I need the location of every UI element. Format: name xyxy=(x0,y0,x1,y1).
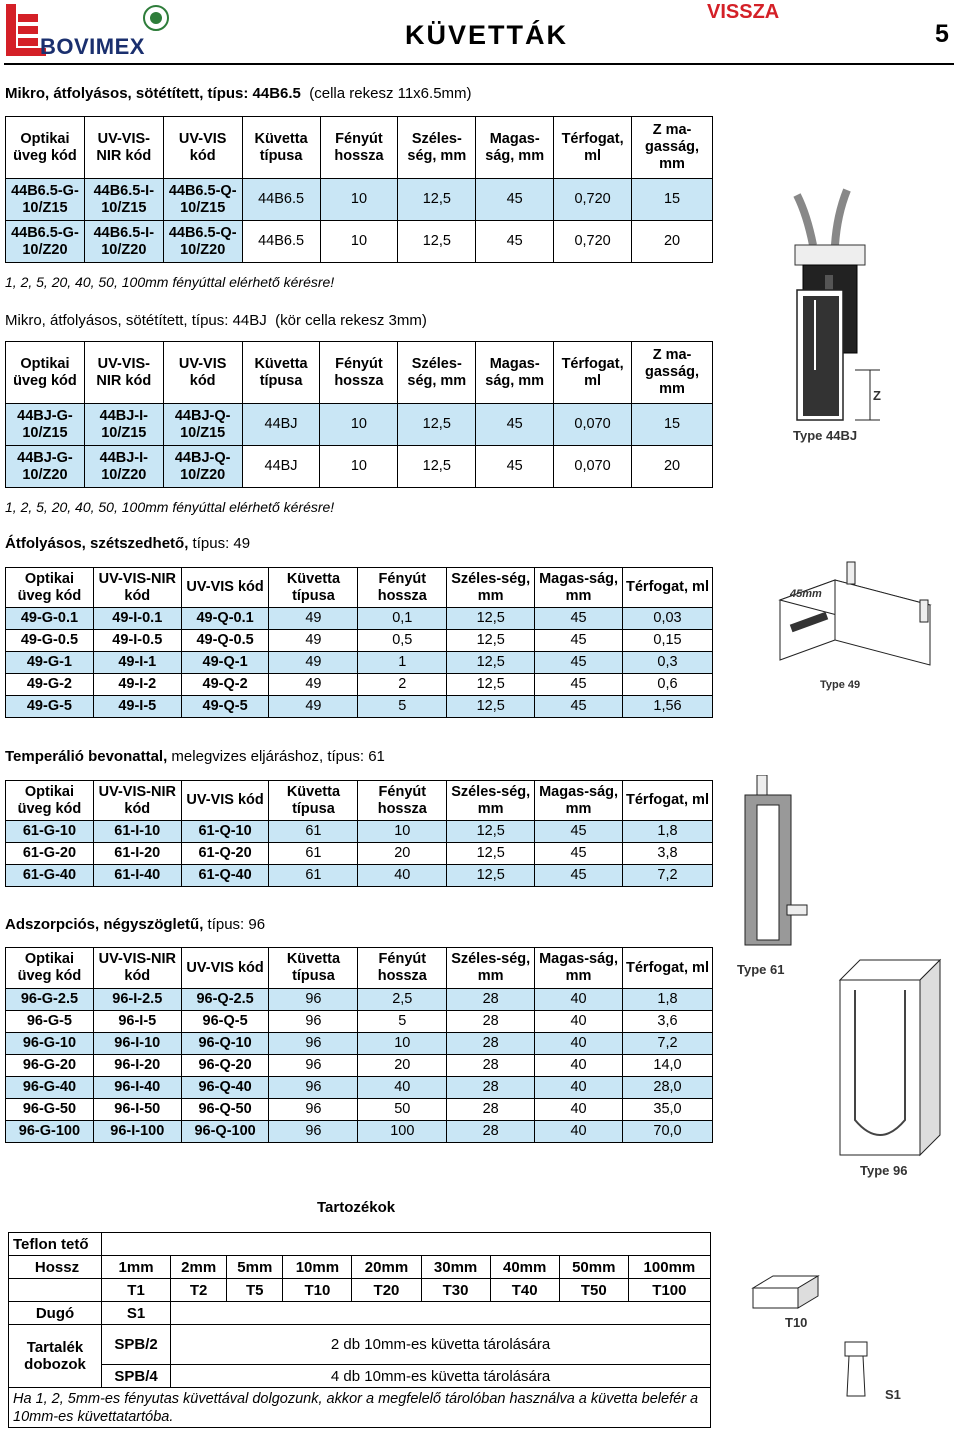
type-49-label: Type 49 xyxy=(820,679,861,691)
col-uvvis: UV-VIS kód xyxy=(163,117,242,179)
section-49-title: Átfolyásos, szétszedhető, típus: 49 xyxy=(5,535,251,552)
table-row xyxy=(6,674,713,696)
table-cell: 96-I-50 xyxy=(93,1099,181,1121)
t10-label: T10 xyxy=(785,1315,808,1330)
table-cell: 49-G-0.1 xyxy=(6,608,94,630)
type-61-label: Type 61 xyxy=(737,962,785,977)
table-cell: 49 xyxy=(269,652,358,674)
accessories-title: Tartozékok xyxy=(317,1199,396,1216)
table-cell: 61 xyxy=(269,843,358,865)
table-cell: 40 xyxy=(358,865,447,887)
section-44bj-title: Mikro, átfolyásos, sötétített, típus: 44BJ (kör cella rekesz 3mm) xyxy=(5,312,427,329)
table-cell: 49-I-0.1 xyxy=(93,608,181,630)
table-cell: 61-I-40 xyxy=(93,865,181,887)
table-cell: 96 xyxy=(269,1121,358,1143)
table-cell: 7,2 xyxy=(623,1033,713,1055)
table-cell: 12,5 xyxy=(447,652,535,674)
table-49: Optikai üveg kód UV-VIS-NIR kód UV-VIS kód Küvetta típusa Fényút hossza Széles-ség, mm Magas-ság, mm Térfogat, ml 49-G-0.1 49-I-0.1 49-Q-0.1 49 0,1 12,5 45 0,03 49-G-0.5 49-I-0.5 49-Q-0.5 49 0,5 12,5 45 0,15 49-G-1 49-I-1 49-Q-1 49 1 12,5 45 0,3 49-G-2 49-I-2 49-Q-2 49 2 12,5 45 0,6 49-G-5 49-I-5 49-Q-5 49 5 12,5 45 1,56 xyxy=(5,567,713,718)
table-cell: 40 xyxy=(535,1121,623,1143)
back-link[interactable]: VISSZA xyxy=(707,1,780,23)
table-cell: 96-Q-20 xyxy=(181,1055,269,1077)
table-cell: 1,8 xyxy=(623,821,713,843)
table-cell: 96-I-5 xyxy=(93,1011,181,1033)
table-cell: 45 xyxy=(535,652,623,674)
table-cell: 3,8 xyxy=(623,843,713,865)
table-cell: 0,6 xyxy=(623,674,713,696)
col-nir: UV-VIS-NIR kód xyxy=(84,117,163,179)
table-cell: 49-I-0.5 xyxy=(93,630,181,652)
table-cell: 50 xyxy=(358,1099,447,1121)
table-row xyxy=(6,1033,713,1055)
table-cell: 40 xyxy=(535,1055,623,1077)
table-cell: 1,56 xyxy=(623,696,713,718)
table-cell: 96-G-50 xyxy=(6,1099,94,1121)
table-96: Optikai üveg kód UV-VIS-NIR kód UV-VIS kód Küvetta típusa Fényút hossza Széles-ség, mm Magas-ság, mm Térfogat, ml 96-G-2.5 96-I-2.5 96-Q-2.5 96 2,5 28 40 1,8 96-G-5 96-I-5 96-Q-5 96 5 28 40 3,6 96-G-10 96-I-10 96-Q-10 96 10 28 40 7,2 96-G-20 96-I-20 96-Q-20 96 20 28 40 14,0 96-G-40 96-I-40 96-Q-40 96 40 28 40 28,0 96-G-50 96-I-50 96-Q-50 96 50 28 40 35,0 96-G-100 96-I-100 96-Q-100 96 100 28 40 70,0 xyxy=(5,947,713,1143)
table-cell: 61 xyxy=(269,821,358,843)
table-cell: 40 xyxy=(535,1099,623,1121)
table-cell: 12,5 xyxy=(447,865,535,887)
table-cell: 49 xyxy=(269,674,358,696)
table-cell: 40 xyxy=(535,1077,623,1099)
table-cell: 0,3 xyxy=(623,652,713,674)
table-cell: 49 xyxy=(269,630,358,652)
table-cell: 28,0 xyxy=(623,1077,713,1099)
table-cell: 96 xyxy=(269,1033,358,1055)
table-cell: 61 xyxy=(269,865,358,887)
table-cell: 1,8 xyxy=(623,989,713,1011)
table-cell: 28 xyxy=(447,1121,535,1143)
table-cell: 49-I-2 xyxy=(93,674,181,696)
table-cell: 28 xyxy=(447,1033,535,1055)
table-row xyxy=(6,1077,713,1099)
table-cell: 96-G-5 xyxy=(6,1011,94,1033)
table-row xyxy=(6,821,713,843)
table-cell: 10 xyxy=(358,1033,447,1055)
table-cell: 7,2 xyxy=(623,865,713,887)
table-row xyxy=(6,608,713,630)
table-cell: 96-G-100 xyxy=(6,1121,94,1143)
table-cell: 49 xyxy=(269,696,358,718)
table-cell: 0,03 xyxy=(623,608,713,630)
table-cell: 28 xyxy=(447,1055,535,1077)
table-cell: 12,5 xyxy=(447,608,535,630)
table-cell: 2 xyxy=(358,674,447,696)
table-row xyxy=(6,1099,713,1121)
table-row xyxy=(6,696,713,718)
table-cell: 96 xyxy=(269,989,358,1011)
table-cell: 61-Q-20 xyxy=(181,843,269,865)
table-row xyxy=(6,652,713,674)
cuvette-96-illustration xyxy=(830,950,958,1160)
table-row xyxy=(6,865,713,887)
table-cell: 40 xyxy=(535,989,623,1011)
table-cell: 96-I-20 xyxy=(93,1055,181,1077)
table-cell: 0,5 xyxy=(358,630,447,652)
table-row xyxy=(6,1055,713,1077)
table-cell: 96 xyxy=(269,1099,358,1121)
table-row: 44BJ-G-10/Z20 44BJ-I-10/Z20 44BJ-Q-10/Z20 44BJ 10 12,5 45 0,070 20 xyxy=(6,446,713,488)
table-cell: 3,6 xyxy=(623,1011,713,1033)
table-cell: 28 xyxy=(447,989,535,1011)
table-cell: 96-Q-40 xyxy=(181,1077,269,1099)
table-cell: 5 xyxy=(358,1011,447,1033)
table-cell: 49-Q-2 xyxy=(181,674,269,696)
table-cell: 45 xyxy=(535,865,623,887)
table-cell: 49-I-1 xyxy=(93,652,181,674)
table-cell: 61-I-10 xyxy=(93,821,181,843)
table-cell: 49-Q-1 xyxy=(181,652,269,674)
col-tipus: Küvetta típusa xyxy=(242,117,320,179)
brand-name: BOVIMEX xyxy=(40,34,145,59)
table-cell: 96-G-40 xyxy=(6,1077,94,1099)
table-cell: 1 xyxy=(358,652,447,674)
stopper-illustration xyxy=(835,1340,880,1400)
table-cell: 35,0 xyxy=(623,1099,713,1121)
accessories-footnote: Ha 1, 2, 5mm-es fényutas küvettával dolgozunk, akkor a megfelelő tárolóban használva a küvetta belefér a 10mm-es küvettatartóba. xyxy=(9,1388,711,1428)
table-cell: 70,0 xyxy=(623,1121,713,1143)
cuvette-49-illustration xyxy=(760,560,958,680)
table-cell: 96-I-10 xyxy=(93,1033,181,1055)
table-cell: 49-G-5 xyxy=(6,696,94,718)
table-cell: 61-G-40 xyxy=(6,865,94,887)
table-cell: 96-G-10 xyxy=(6,1033,94,1055)
table-cell: 14,0 xyxy=(623,1055,713,1077)
table-cell: 2,5 xyxy=(358,989,447,1011)
table-cell: 96-I-40 xyxy=(93,1077,181,1099)
table-cell: 49-Q-0.5 xyxy=(181,630,269,652)
table-cell: 0,1 xyxy=(358,608,447,630)
table-cell: 96-Q-2.5 xyxy=(181,989,269,1011)
table-cell: 49-I-5 xyxy=(93,696,181,718)
table-cell: 96-Q-10 xyxy=(181,1033,269,1055)
table-cell: 49-Q-5 xyxy=(181,696,269,718)
table-cell: 12,5 xyxy=(447,843,535,865)
table-cell: 96-G-2.5 xyxy=(6,989,94,1011)
teflon-cap-illustration xyxy=(748,1268,828,1318)
table-cell: 20 xyxy=(358,1055,447,1077)
cuvette-61-illustration xyxy=(735,775,815,960)
cuvette-44bj-illustration xyxy=(785,270,895,450)
table-cell: 96 xyxy=(269,1077,358,1099)
table-cell: 45 xyxy=(535,608,623,630)
col-z: Z ma-gasság, mm xyxy=(632,117,713,179)
page-title: KÜVETTÁK xyxy=(405,20,568,50)
table-cell: 49-G-0.5 xyxy=(6,630,94,652)
table-cell: 45 xyxy=(535,630,623,652)
header-divider xyxy=(4,63,954,65)
table-row xyxy=(6,630,713,652)
section-44b65-title: Mikro, átfolyásos, sötétített, típus: 44B6.5 (cella rekesz 11x6.5mm) xyxy=(5,85,472,102)
table-cell: 45 xyxy=(535,696,623,718)
table-cell: 49-G-2 xyxy=(6,674,94,696)
table-cell: 100 xyxy=(358,1121,447,1143)
table-row: 44B6.5-G-10/Z20 44B6.5-I-10/Z20 44B6.5-Q-10/Z20 44B6.5 10 12,5 45 0,720 20 xyxy=(6,221,713,263)
z-dimension-label: Z xyxy=(873,388,881,403)
s1-label: S1 xyxy=(885,1387,901,1402)
table-cell: 96-Q-5 xyxy=(181,1011,269,1033)
table-row xyxy=(6,1121,713,1143)
col-terf: Térfogat, ml xyxy=(554,117,632,179)
table-cell: 96 xyxy=(269,1011,358,1033)
dimension-label: 45mm xyxy=(790,588,822,600)
table-cell: 40 xyxy=(358,1077,447,1099)
table-cell: 0,15 xyxy=(623,630,713,652)
type-44bj-label: Type 44BJ xyxy=(793,428,858,443)
table-cell: 61-G-10 xyxy=(6,821,94,843)
col-optikai: Optikai üveg kód xyxy=(6,117,85,179)
table-row xyxy=(6,989,713,1011)
table-cell: 96-Q-100 xyxy=(181,1121,269,1143)
table-cell: 28 xyxy=(447,1011,535,1033)
table-cell: 40 xyxy=(535,1011,623,1033)
table-cell: 45 xyxy=(535,821,623,843)
table-cell: 96-I-2.5 xyxy=(93,989,181,1011)
table-cell: 61-G-20 xyxy=(6,843,94,865)
page-header xyxy=(0,0,960,66)
table-cell: 12,5 xyxy=(447,630,535,652)
table-61: Optikai üveg kód UV-VIS-NIR kód UV-VIS kód Küvetta típusa Fényút hossza Széles-ség, mm Magas-ság, mm Térfogat, ml 61-G-10 61-I-10 61-Q-10 61 10 12,5 45 1,8 61-G-20 61-I-20 61-Q-20 61 20 12,5 45 3,8 61-G-40 61-I-40 61-Q-40 61 40 12,5 45 7,2 xyxy=(5,780,713,887)
table-cell: 28 xyxy=(447,1077,535,1099)
col-szel: Széles-ség, mm xyxy=(398,117,476,179)
table-row: 44BJ-G-10/Z15 44BJ-I-10/Z15 44BJ-Q-10/Z15 44BJ 10 12,5 45 0,070 15 xyxy=(6,404,713,446)
table-cell: 20 xyxy=(358,843,447,865)
table-cell: 10 xyxy=(358,821,447,843)
table-cell: 49-Q-0.1 xyxy=(181,608,269,630)
table-cell: 45 xyxy=(535,843,623,865)
table-cell: 12,5 xyxy=(447,821,535,843)
table-cell: 45 xyxy=(535,674,623,696)
table-cell: 96-Q-50 xyxy=(181,1099,269,1121)
availability-note: 1, 2, 5, 20, 40, 50, 100mm fényúttal elérhető kérésre! xyxy=(5,274,335,290)
section-61-title: Temperálió bevonattal, melegvizes eljáráshoz, típus: 61 xyxy=(5,748,385,765)
col-feny: Fényút hossza xyxy=(320,117,398,179)
accessories-table: Teflon tető Hossz 1mm 2mm 5mm 10mm 20mm 30mm 40mm 50mm 100mm T1 T2 T5 T10 T20 T30 T40 T50 T100 Dugó S1 Tartalék dobozok SPB/2 2 db 10mm-es küvetta tárolására SPB/4 4 db 10mm-es küvetta tárolására Ha 1, 2, 5mm-es fényutas küvettával dolgozunk, akkor a megfelelő tárolóban használva a küvetta belefér a 10mm-es küvettatartóba. xyxy=(8,1232,711,1428)
table-cell: 12,5 xyxy=(447,696,535,718)
table-44bj: Optikai üveg kód UV-VIS-NIR kód UV-VIS kód Küvetta típusa Fényút hossza Széles-ség, mm Magas-ság, mm Térfogat, ml Z ma-gasság, mm 44BJ-G-10/Z15 44BJ-I-10/Z15 44BJ-Q-10/Z15 44BJ 10 12,5 45 0,070 15 44BJ-G-10/Z20 44BJ-I-10/Z20 44BJ-Q-10/Z20 44BJ 10 12,5 45 0,070 20 xyxy=(5,341,713,488)
table-row: 44B6.5-G-10/Z15 44B6.5-I-10/Z15 44B6.5-Q-10/Z15 44B6.5 10 12,5 45 0,720 15 xyxy=(6,179,713,221)
table-row xyxy=(6,843,713,865)
type-96-label: Type 96 xyxy=(860,1163,908,1178)
section-96-title: Adszorpciós, négyszögletű, típus: 96 xyxy=(5,916,266,933)
table-cell: 96-G-20 xyxy=(6,1055,94,1077)
table-cell: 40 xyxy=(535,1033,623,1055)
table-cell: 96 xyxy=(269,1055,358,1077)
table-cell: 61-I-20 xyxy=(93,843,181,865)
table-44b65 xyxy=(5,116,713,263)
table-cell: 28 xyxy=(447,1099,535,1121)
availability-note: 1, 2, 5, 20, 40, 50, 100mm fényúttal elérhető kérésre! xyxy=(5,499,335,515)
table-row xyxy=(6,1011,713,1033)
col-mag: Magas-ság, mm xyxy=(476,117,554,179)
table-cell: 12,5 xyxy=(447,674,535,696)
table-cell: 96-I-100 xyxy=(93,1121,181,1143)
table-cell: 61-Q-10 xyxy=(181,821,269,843)
table-cell: 49 xyxy=(269,608,358,630)
table-cell: 49-G-1 xyxy=(6,652,94,674)
table-cell: 5 xyxy=(358,696,447,718)
table-cell: 61-Q-40 xyxy=(181,865,269,887)
page-number: 5 xyxy=(935,20,949,48)
